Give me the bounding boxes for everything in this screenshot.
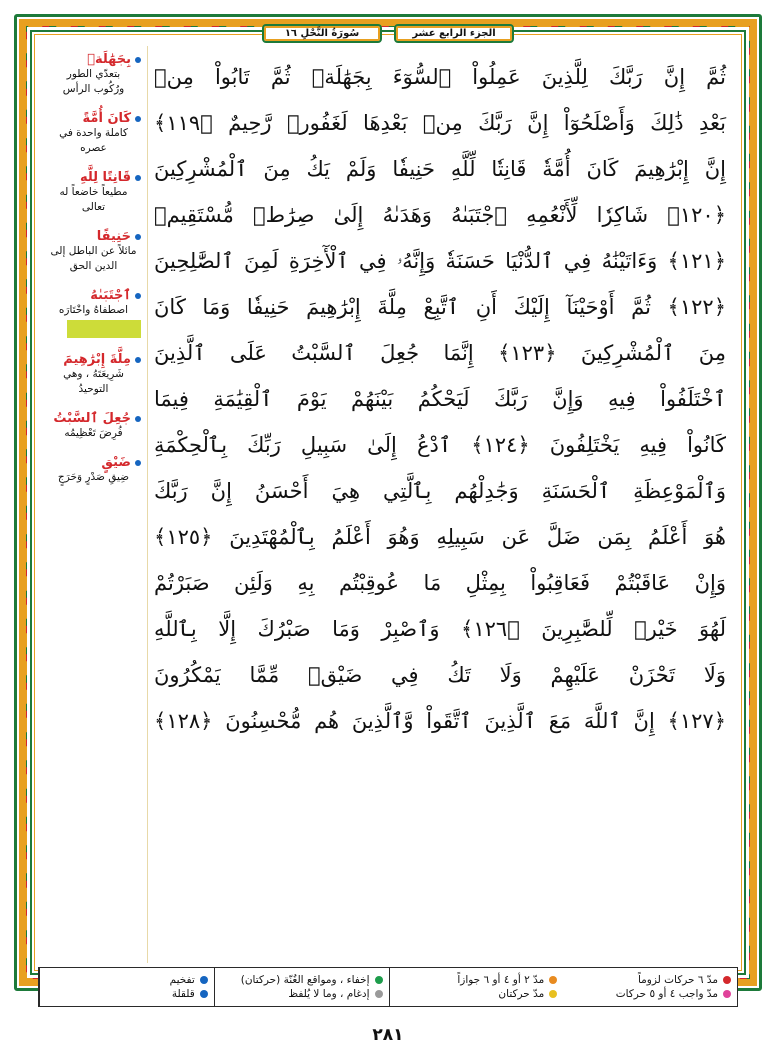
bullet-dot-icon: [135, 460, 141, 466]
legend-color-swatch: [723, 990, 731, 998]
legend-item: [221, 974, 383, 986]
legend-column: [563, 968, 737, 1006]
margin-note-term: ضَيْقٍ: [101, 455, 131, 470]
ayah-line: بَعْدِ ذَٰلِكَ وَأَصْلَحُوٓاْ إِنَّ رَبَّكَ مِنۢ بَعْدِهَا لَغَفُورٞ رَّحِيمٌ ﴿١١٩﴾: [154, 111, 726, 135]
margin-note-term: قَانِتًا لِلَّهِ: [79, 170, 131, 185]
margin-note-body: فُرِضَ تَعْظِيمُه: [64, 427, 123, 439]
margin-note-term: بِجَهَٰلَةٖ: [87, 52, 131, 67]
highlight-marker: [67, 320, 141, 338]
ayah-line: إِنَّ إِبْرَٰهِيمَ كَانَ أُمَّةٗ قَانِتٗا لِّلَّهِ حَنِيفٗا وَلَمْ يَكُ مِنَ ٱلْمُشْرِكِينَ: [154, 157, 726, 181]
bullet-dot-icon: [135, 57, 141, 63]
ayah-line: ثُمَّ إِنَّ رَبَّكَ لِلَّذِينَ عَمِلُواْ ٱلسُّوٓءَ بِجَهَٰلَةٖ ثُمَّ تَابُواْ مِنۢ: [154, 65, 726, 89]
margin-note-head: [46, 411, 141, 426]
juz-label: الجزء الرابع عشر: [394, 24, 514, 43]
ayah-line: وَلَا تَحْزَنْ عَلَيْهِمْ وَلَا تَكُ فِي ضَيْقٖ مِّمَّا يَمْكُرُونَ: [154, 663, 726, 687]
page-header: [0, 18, 776, 48]
margin-note-head: [46, 111, 141, 126]
margin-note-body: مطيعاً خاضعاً له تعالى: [59, 186, 128, 213]
bullet-dot-icon: [135, 116, 141, 122]
ayah-line: مِنَ ٱلْمُشْرِكِينَ ﴿١٢٣﴾ إِنَّمَا جُعِلَ ٱلسَّبْتُ عَلَى ٱلَّذِينَ: [154, 341, 726, 365]
margin-note-head: [46, 455, 141, 470]
ayah-line: كَانُواْ فِيهِ يَخْتَلِفُونَ ﴿١٢٤﴾ ٱدْعُ إِلَىٰ سَبِيلِ رَبِّكَ بِٱلْحِكْمَةِ: [154, 433, 726, 457]
legend-color-swatch: [375, 976, 383, 984]
legend-item: [396, 988, 558, 1000]
legend-color-swatch: [549, 976, 557, 984]
bullet-dot-icon: [135, 175, 141, 181]
bullet-dot-icon: [135, 234, 141, 240]
margin-note-term: كَانَ أُمَّةً: [82, 111, 131, 126]
ayah-line: وَإِنْ عَاقَبْتُمْ فَعَاقِبُواْ بِمِثْلِ مَا عُوقِبْتُم بِهِ وَلَئِن صَبَرْتُمْ: [154, 571, 726, 595]
ayah-line: هُوَ أَعْلَمُ بِمَن ضَلَّ عَن سَبِيلِهِ وَهُوَ أَعْلَمُ بِٱلْمُهْتَدِينَ ﴿١٢٥﴾: [154, 525, 726, 549]
margin-note-term: ٱجْتَبَىٰهُ: [90, 288, 131, 303]
margin-note: [46, 352, 141, 397]
bullet-dot-icon: [135, 416, 141, 422]
margin-note-body: كاملة واحدة في عصره: [59, 127, 128, 154]
margin-note-highlighted: [46, 288, 141, 338]
legend-item: [46, 988, 208, 1000]
margin-note-body: ضِيقِ صَدْرٍ وَحَرَجٍ: [57, 471, 130, 483]
page-number: ٢٨١: [372, 1025, 404, 1045]
legend-label: تفخيم: [169, 974, 195, 986]
margin-note: [46, 229, 141, 274]
margin-note: [46, 52, 141, 97]
margin-note-head: [46, 229, 141, 244]
legend-column: [389, 968, 564, 1006]
page-body: [40, 46, 736, 963]
bullet-dot-icon: [135, 357, 141, 363]
ayah-line: ٱخْتَلَفُواْ فِيهِ وَإِنَّ رَبَّكَ لَيَحْكُمُ بَيْنَهُمْ يَوْمَ ٱلْقِيَٰمَةِ فِيمَا: [154, 387, 726, 411]
legend-column: [214, 968, 389, 1006]
margin-note-body: بتعدّي الطور ورُكُوب الرأس: [62, 68, 125, 95]
legend-item: [569, 974, 731, 986]
legend-label: إدغام ، وما لا يُلفظ: [288, 988, 370, 1000]
legend-color-swatch: [200, 990, 208, 998]
legend-item: [46, 974, 208, 986]
ayat-column: [148, 46, 736, 963]
margin-note-head: [46, 288, 141, 303]
legend-color-swatch: [200, 976, 208, 984]
sura-label: سُورَةُ النَّحْلِ ١٦: [262, 24, 382, 43]
margin-note-head: [46, 170, 141, 185]
legend-item: [569, 988, 731, 1000]
margin-note: [46, 455, 141, 485]
ayah-line: وَٱلْمَوْعِظَةِ ٱلْحَسَنَةِ وَجَٰدِلْهُم بِٱلَّتِي هِيَ أَحْسَنُ إِنَّ رَبَّكَ: [154, 479, 726, 503]
legend-label: مدّ واجب ٤ أو ٥ حركات: [615, 988, 718, 1000]
ayah-line: ﴿١٢١﴾ وَءَاتَيْنَٰهُ فِي ٱلدُّنْيَا حَسَنَةٗ وَإِنَّهُۥ فِي ٱلْأٓخِرَةِ لَمِنَ ٱلصَّٰلِحِينَ: [154, 249, 726, 273]
margin-note-head: [46, 52, 141, 67]
legend-label: إخفاء ، ومواقع الغُنّة (حركتان): [240, 974, 370, 986]
margin-note-term: حَنِيفًا: [96, 229, 131, 244]
legend-color-swatch: [375, 990, 383, 998]
bullet-dot-icon: [135, 293, 141, 299]
legend-item: [221, 988, 383, 1000]
legend-label: مدّ ٢ أو ٤ أو ٦ جوازاً: [457, 974, 545, 986]
margin-notes-column: [40, 46, 148, 963]
margin-note-term: جُعِلَ ٱلسَّبْتُ: [53, 411, 131, 426]
legend-color-swatch: [723, 976, 731, 984]
legend-label: مدّ ٦ حركات لزوماً: [637, 974, 718, 986]
margin-note: [46, 111, 141, 156]
margin-note-body: شَرِيعَتَهُ ، وهي التوحيدُ: [63, 368, 124, 395]
margin-note-term: مِلَّةَ إِبْرَٰهِيمَ: [63, 352, 131, 367]
margin-note-body: اصطفاهُ واخْتَارَه: [58, 304, 129, 316]
legend-label: مدّ حركتان: [498, 988, 545, 1000]
legend-column: [39, 968, 214, 1006]
ayah-line: ﴿١٢٧﴾ إِنَّ ٱللَّهَ مَعَ ٱلَّذِينَ ٱتَّقَواْ وَّٱلَّذِينَ هُم مُّحْسِنُونَ ﴿١٢٨﴾: [154, 709, 726, 733]
ayah-line: ﴿١٢٢﴾ ثُمَّ أَوْحَيْنَآ إِلَيْكَ أَنِ ٱتَّبِعْ مِلَّةَ إِبْرَٰهِيمَ حَنِيفٗا وَمَا كَانَ: [154, 295, 726, 319]
margin-note: [46, 170, 141, 215]
margin-note: [46, 411, 141, 441]
tajweed-legend: [38, 967, 738, 1007]
legend-color-swatch: [549, 990, 557, 998]
ayah-line: ﴿١٢٠﴾ شَاكِرٗا لِّأَنْعُمِهِ ٱجْتَبَىٰهُ وَهَدَىٰهُ إِلَىٰ صِرَٰطٖ مُّسْتَقِيمٖ: [154, 203, 726, 227]
margin-note-head: [46, 352, 141, 367]
legend-item: [396, 974, 558, 986]
margin-note-body: مائلاً عن الباطل إلى الدين الحق: [50, 245, 137, 272]
legend-label: قلقلة: [171, 988, 195, 1000]
ayah-line: لَهُوَ خَيْرٞ لِّلصَّٰبِرِينَ ﴿١٢٦﴾ وَٱصْبِرْ وَمَا صَبْرُكَ إِلَّا بِٱللَّهِ: [154, 617, 726, 641]
